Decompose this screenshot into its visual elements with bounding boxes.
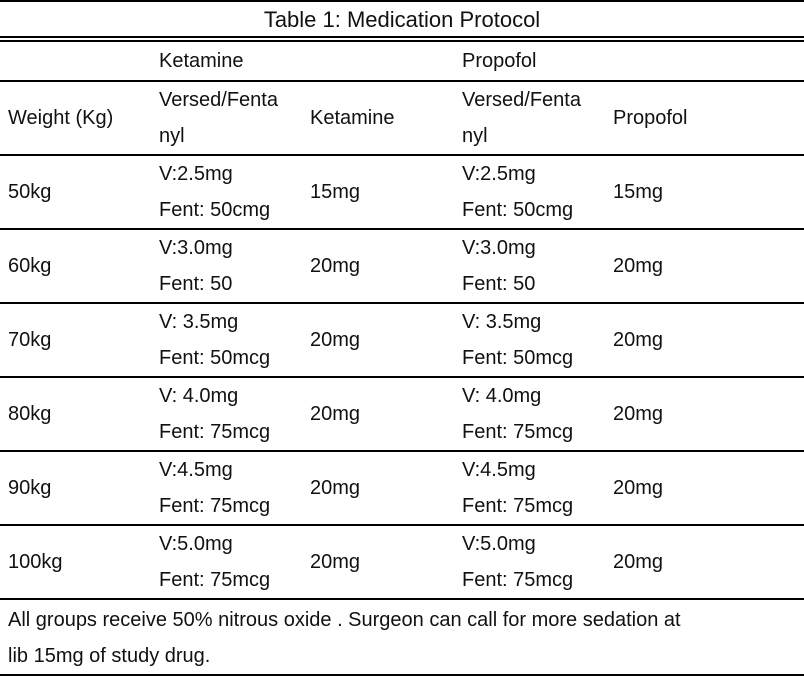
ketamine-versed-fentanyl-cell (151, 303, 302, 377)
propofol-versed-fentanyl-cell (454, 525, 605, 599)
table-row (0, 229, 804, 303)
propofol-versed-fentanyl-cell (454, 377, 605, 451)
group-propofol: Propofol (462, 50, 537, 72)
versed-dose: V: 3.5mg (159, 311, 239, 333)
protocol-body (0, 42, 804, 599)
ketamine-dose-cell: 20mg (302, 451, 454, 525)
versed-dose: V:3.0mg (462, 237, 536, 259)
fentanyl-dose: Fent: 50 (462, 273, 536, 295)
table-row (0, 525, 804, 599)
weight-cell: 70kg (0, 303, 151, 377)
propofol-versed-fentanyl-cell (454, 229, 605, 303)
fentanyl-dose: Fent: 75mcg (462, 421, 574, 443)
fentanyl-dose: Fent: 75mcg (159, 421, 271, 443)
propofol-dose-cell: 20mg (605, 229, 804, 303)
table-row (0, 303, 804, 377)
header-vf-line1: Versed/Fenta (159, 89, 278, 111)
weight-cell: 50kg (0, 155, 151, 229)
versed-dose: V: 4.0mg (462, 385, 542, 407)
header-vf-line2: nyl (159, 125, 185, 147)
propofol-dose-cell: 15mg (605, 155, 804, 229)
propofol-dose-cell: 20mg (605, 525, 804, 599)
empty-cell (0, 42, 151, 81)
header-vf-line2: nyl (462, 125, 488, 147)
group-ketamine: Ketamine (159, 50, 244, 72)
fentanyl-dose: Fent: 50 (159, 273, 233, 295)
footnote-line1: All groups receive 50% nitrous oxide . Surgeon can call for more sedation at (8, 609, 681, 631)
propofol-dose-cell: 20mg (605, 377, 804, 451)
header-propofol: Propofol (605, 81, 804, 155)
fentanyl-dose: Fent: 50mcg (159, 347, 271, 369)
versed-dose: V:2.5mg (462, 163, 536, 185)
fentanyl-dose: Fent: 75mcg (159, 495, 271, 517)
fentanyl-dose: Fent: 50cmg (159, 199, 271, 221)
versed-dose: V:5.0mg (159, 533, 233, 555)
header-versed-fentanyl-propofol-group (454, 81, 605, 155)
ketamine-versed-fentanyl-cell (151, 229, 302, 303)
propofol-dose-cell: 20mg (605, 303, 804, 377)
weight-cell: 60kg (0, 229, 151, 303)
weight-cell: 80kg (0, 377, 151, 451)
group-header-row (0, 42, 804, 81)
ketamine-dose-cell: 15mg (302, 155, 454, 229)
ketamine-versed-fentanyl-cell (151, 155, 302, 229)
ketamine-dose-cell: 20mg (302, 229, 454, 303)
header-vf-line1: Versed/Fenta (462, 89, 581, 111)
fentanyl-dose: Fent: 50mcg (462, 347, 574, 369)
versed-dose: V: 3.5mg (462, 311, 542, 333)
ketamine-dose-cell: 20mg (302, 525, 454, 599)
fentanyl-dose: Fent: 50cmg (462, 199, 574, 221)
weight-cell: 100kg (0, 525, 151, 599)
table-row (0, 377, 804, 451)
ketamine-dose-cell: 20mg (302, 303, 454, 377)
versed-dose: V:4.5mg (462, 459, 536, 481)
fentanyl-dose: Fent: 75mcg (159, 569, 271, 591)
versed-dose: V:5.0mg (462, 533, 536, 555)
protocol-grid (0, 42, 804, 600)
header-weight: Weight (Kg) (0, 81, 151, 155)
propofol-versed-fentanyl-cell (454, 155, 605, 229)
table-title: Table 1: Medication Protocol (0, 0, 804, 36)
ketamine-versed-fentanyl-cell (151, 525, 302, 599)
ketamine-versed-fentanyl-cell (151, 377, 302, 451)
versed-dose: V:2.5mg (159, 163, 233, 185)
header-ketamine: Ketamine (302, 81, 454, 155)
column-header-row (0, 81, 804, 155)
fentanyl-dose: Fent: 75mcg (462, 495, 574, 517)
ketamine-dose-cell: 20mg (302, 377, 454, 451)
weight-cell: 90kg (0, 451, 151, 525)
propofol-versed-fentanyl-cell (454, 303, 605, 377)
versed-dose: V:3.0mg (159, 237, 233, 259)
propofol-dose-cell: 20mg (605, 451, 804, 525)
table-footnote (0, 600, 804, 676)
versed-dose: V: 4.0mg (159, 385, 239, 407)
table-row (0, 155, 804, 229)
propofol-versed-fentanyl-cell (454, 451, 605, 525)
ketamine-versed-fentanyl-cell (151, 451, 302, 525)
header-versed-fentanyl-ketamine-group (151, 81, 302, 155)
table-row (0, 451, 804, 525)
fentanyl-dose: Fent: 75mcg (462, 569, 574, 591)
footnote-line2: lib 15mg of study drug. (8, 645, 211, 667)
versed-dose: V:4.5mg (159, 459, 233, 481)
